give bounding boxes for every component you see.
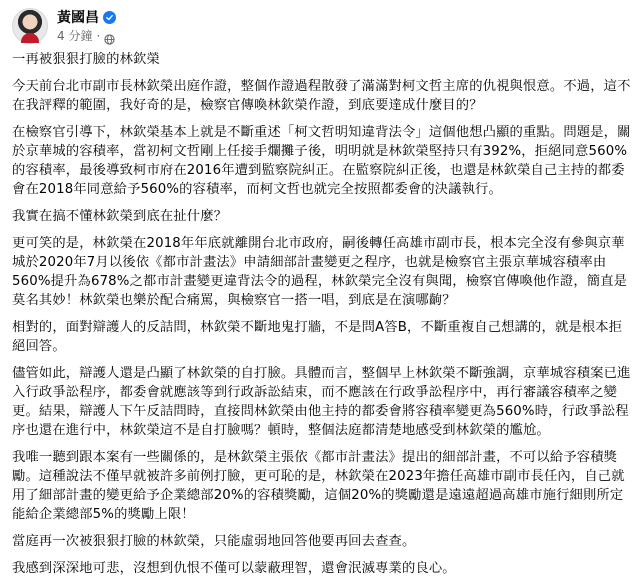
author-name[interactable]: 黃國昌 [57, 9, 99, 26]
globe-icon[interactable] [104, 30, 115, 41]
timestamp-row [57, 28, 116, 44]
post-paragraph: 在檢察官引導下，林欽榮基本上就是不斷重述「柯文哲明知違背法令」這個他想凸顯的重點。問題是，關於京華城的容積率，當初柯文哲剛上任接手爛攤子後，明明就是林欽榮堅持只有392%，拒絕同意560%的容積率，最後導致柯市府在2016年遭到監察院糾正。在監察院糾正後，也還是林欽榮自己主持的都委會在2018年同意給予560%的容積率，而柯文哲也就完全按照都委會的決議執行。 [12, 125, 631, 197]
post-paragraph-title: 一再被狠狠打臉的林欽榮 [12, 52, 160, 67]
post-timestamp[interactable]: 4 分鐘 [57, 28, 93, 43]
post-meta [57, 9, 116, 44]
post-paragraph: 我實在搞不懂林欽榮到底在扯什麼？ [12, 209, 228, 224]
post-paragraph: 我感到深深地可悲，沒想到仇恨不僅可以蒙蔽理智，還會泯滅專業的良心。 [12, 561, 456, 576]
post-paragraph: 當庭再一次被狠狠打臉的林欽榮，只能虛弱地回答他要再回去查查。 [12, 534, 416, 549]
author-row [57, 9, 116, 27]
post-paragraph: 儘管如此，辯護人還是凸顯了林欽榮的自打臉。具體而言，整個早上林欽榮不斷強調，京華城容積案已進入行政爭訟程序，都委會就應該等到行政訴訟結束，而不應該在行政爭訟程序中，再行審議容積率之變更。結果，辯護人下午反詰問時，直接問林欽榮由他主持的都委會將容積率變更為560%時，行政爭訟程序也還在進行中，林欽榮這不是自打臉嗎？頓時，整個法庭都清楚地感受到林欽榮的尷尬。 [12, 366, 631, 438]
post-header [12, 8, 116, 44]
verified-badge-icon [103, 11, 116, 24]
post-paragraph: 今天前台北市副市長林欽榮出庭作證，整個作證過程散發了滿滿對柯文哲主席的仇視與恨意。不過，這不在我評釋的範圍，我好奇的是，檢察官傳喚林欽榮作證，到底要達成什麼目的？ [12, 79, 631, 113]
post-paragraph: 相對的，面對辯護人的反詰問，林欽榮不斷地鬼打牆，不是問A答B，不斷重複自己想講的，就是根本拒絕回答。 [12, 320, 623, 354]
post-paragraph: 我唯一聽到跟本案有一些關係的，是林欽榮主張依《都市計畫法》提出的細部計畫，不可以給予容積獎勵。這種說法不僅早就被許多前例打臉，更可恥的是，林欽榮在2023年擔任高雄市副市長任內，自己就用了細部計畫的變更給予企業總部20%的容積獎勵，這個20%的獎勵還是遠遠超過高雄市施行細則所定能給企業總部5%的獎勵上限！ [12, 450, 625, 522]
post-body [12, 50, 632, 586]
author-avatar[interactable] [12, 8, 48, 44]
separator-dot: · [96, 28, 101, 43]
post-paragraph: 更可笑的是，林欽榮在2018年年底就離開台北市政府，嗣後轉任高雄市副市長，根本完全沒有參與京華城於2020年7月以後依《都市計畫法》申請細部計畫變更之程序，也就是檢察官主張京華城容積率由560%提升為678%之都市計畫變更違背法令的過程，林欽榮完全沒有與聞，檢察官傳喚他作證，簡直是莫名其妙！林欽榮也樂於配合痛罵，與檢察官一搭一唱，到底是在演哪齣？ [12, 236, 628, 308]
